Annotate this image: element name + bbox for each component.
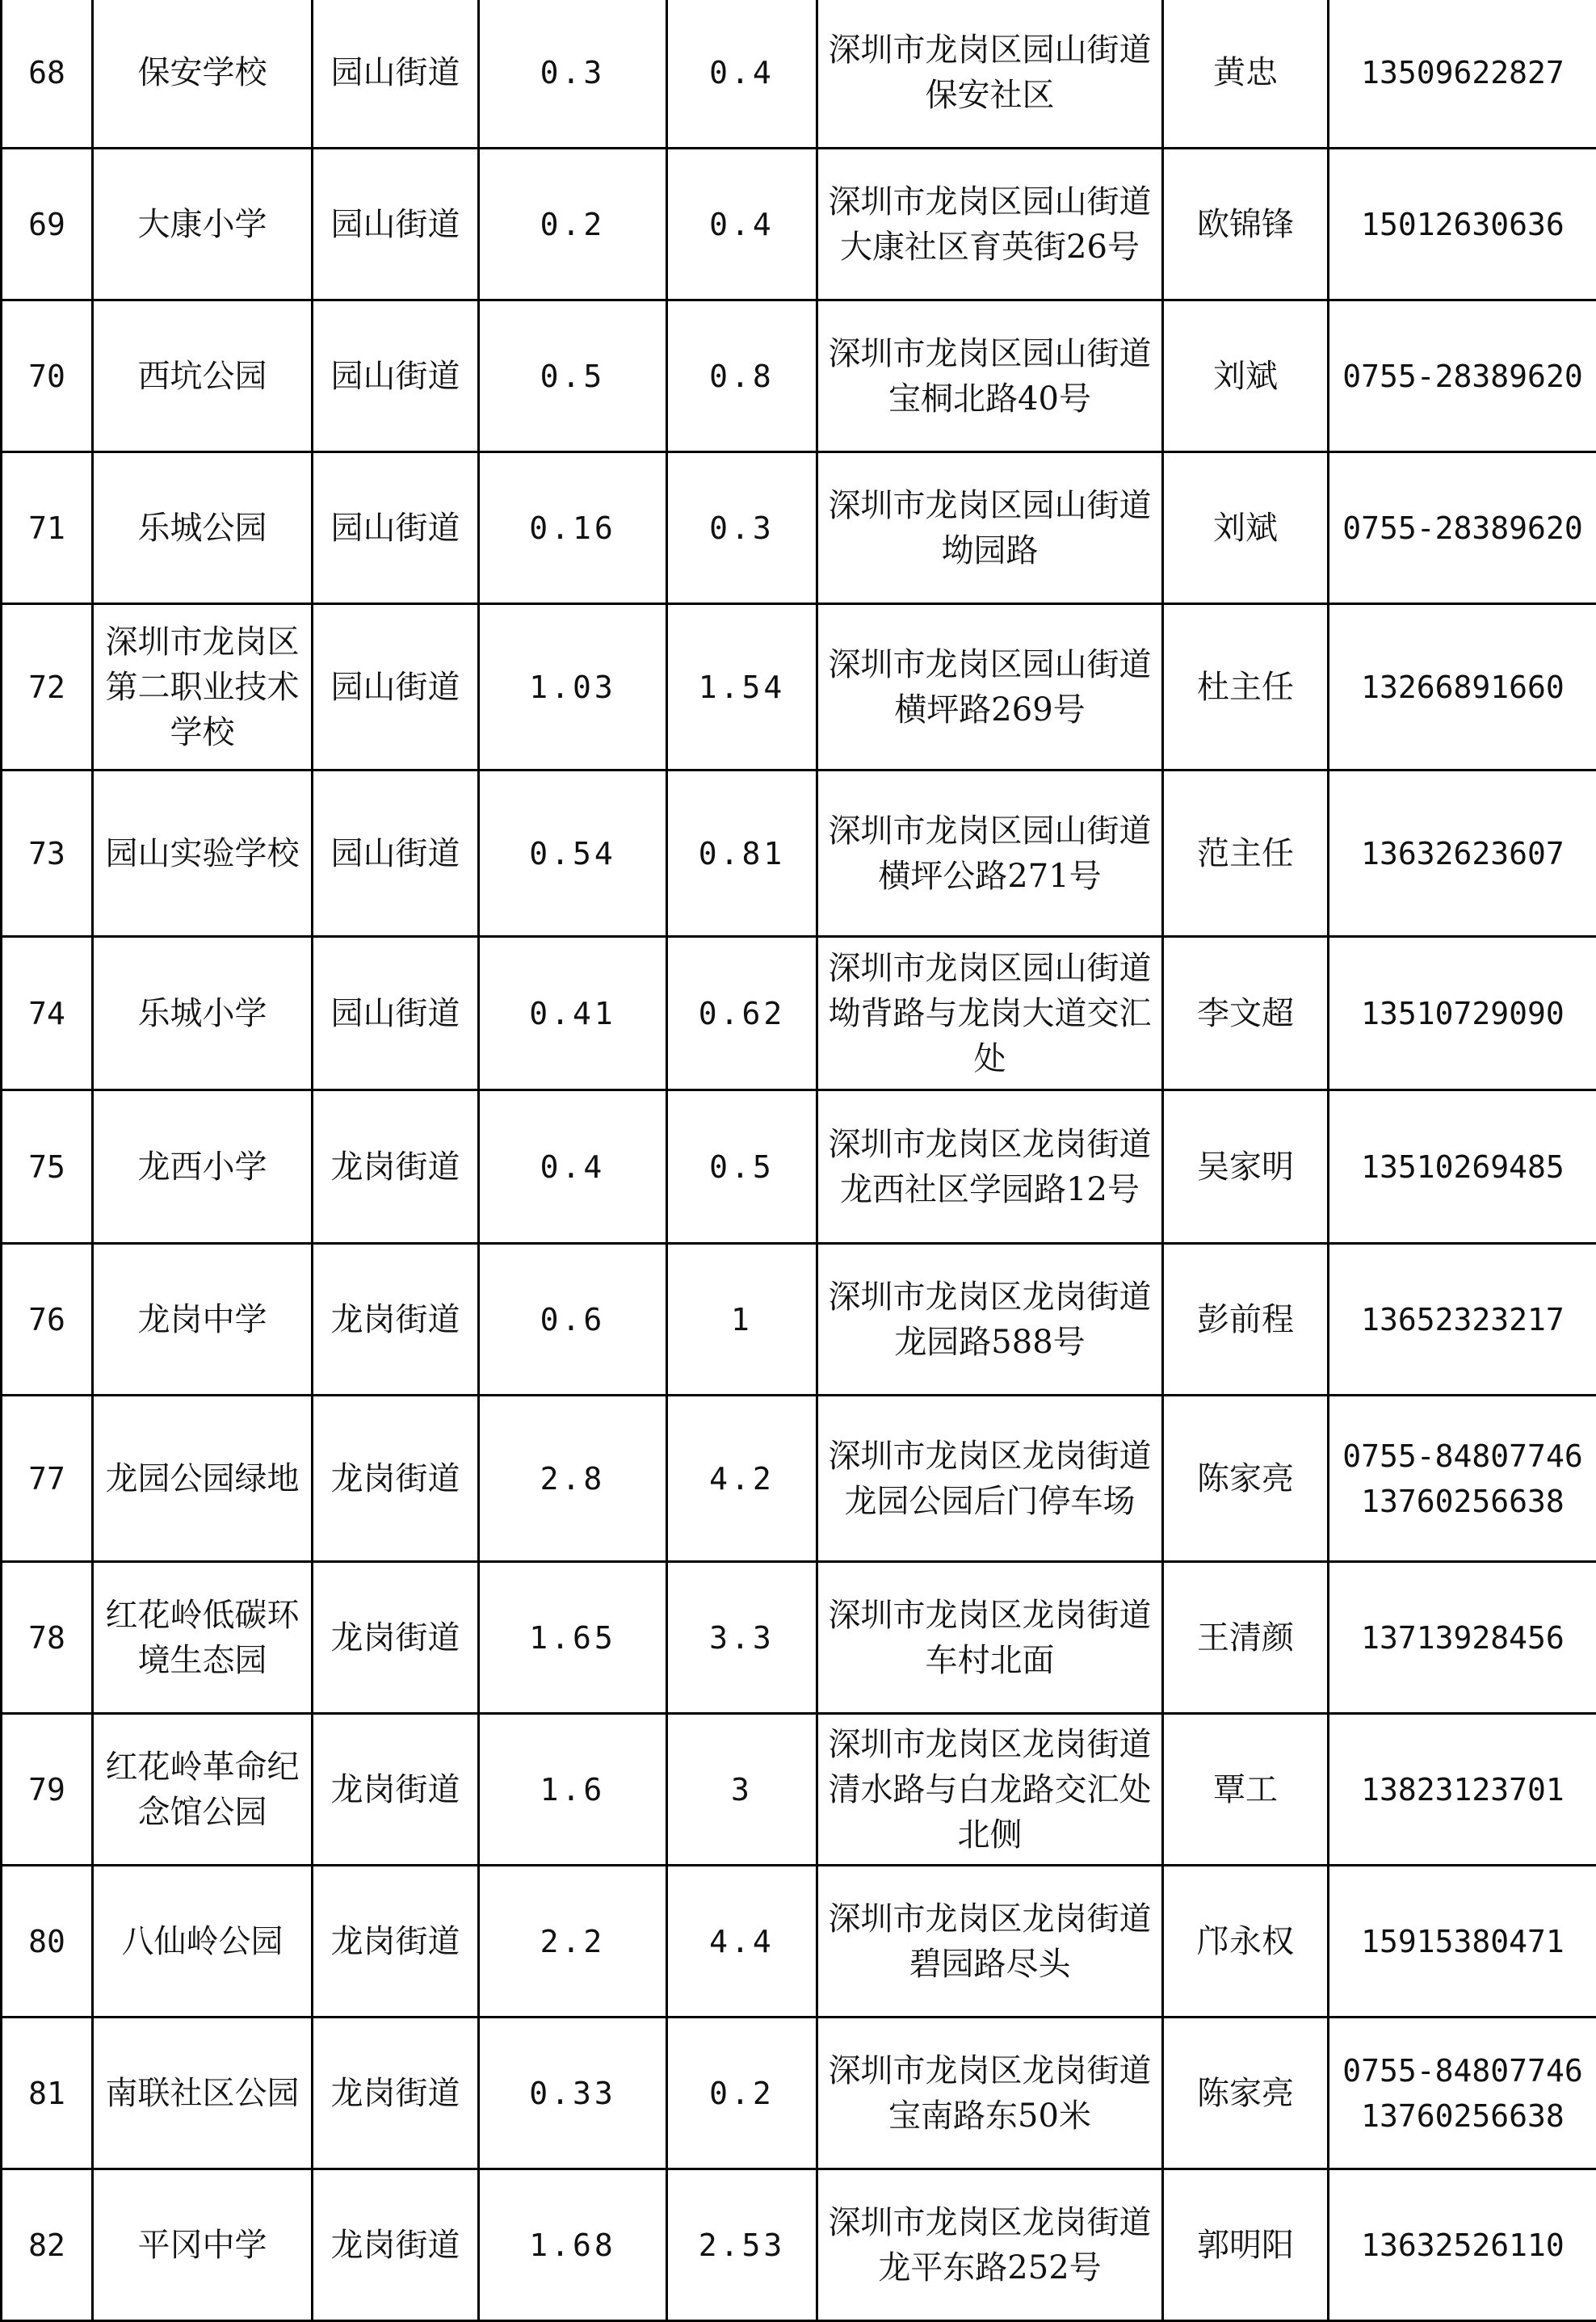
street-cell: 园山街道 — [313, 604, 479, 771]
area-b-cell: 1.54 — [667, 604, 817, 771]
contact-person-cell: 吴家明 — [1163, 1090, 1329, 1244]
phone-line: 0755-84807746 — [1334, 2048, 1591, 2093]
street-cell: 园山街道 — [313, 0, 479, 149]
phone-cell: 13823123701 — [1329, 1714, 1596, 1866]
contact-person-cell: 陈家亮 — [1163, 1396, 1329, 1562]
address-cell: 深圳市龙岗区园山街道横坪公路271号 — [817, 771, 1163, 937]
area-a-cell: 1.65 — [479, 1562, 667, 1714]
area-b-cell: 2.53 — [667, 2169, 817, 2321]
table-row — [2, 1866, 1596, 2018]
area-a-cell: 0.16 — [479, 452, 667, 604]
table-row — [2, 452, 1596, 604]
area-b-cell: 0.4 — [667, 0, 817, 149]
street-cell: 园山街道 — [313, 452, 479, 604]
street-cell: 龙岗街道 — [313, 1396, 479, 1562]
phone-cell: 0755-28389620 — [1329, 452, 1596, 604]
area-a-cell: 1.6 — [479, 1714, 667, 1866]
address-cell: 深圳市龙岗区龙岗街道碧园路尽头 — [817, 1866, 1163, 2018]
address-cell: 深圳市龙岗区龙岗街道车村北面 — [817, 1562, 1163, 1714]
phone-cell: 13266891660 — [1329, 604, 1596, 771]
site-name-cell: 龙园公园绿地 — [93, 1396, 313, 1562]
phone-cell: 0755-28389620 — [1329, 300, 1596, 452]
address-cell: 深圳市龙岗区园山街道大康社区育英街26号 — [817, 149, 1163, 300]
street-cell: 龙岗街道 — [313, 2018, 479, 2169]
address-cell: 深圳市龙岗区园山街道保安社区 — [817, 0, 1163, 149]
phone-line: 13760256638 — [1334, 2093, 1591, 2139]
area-b-cell: 0.2 — [667, 2018, 817, 2169]
row-number-cell: 77 — [2, 1396, 93, 1562]
site-name-cell: 龙西小学 — [93, 1090, 313, 1244]
row-number-cell: 70 — [2, 300, 93, 452]
contact-person-cell: 刘斌 — [1163, 452, 1329, 604]
address-cell: 深圳市龙岗区园山街道坳园路 — [817, 452, 1163, 604]
row-number-cell: 79 — [2, 1714, 93, 1866]
row-number-cell: 69 — [2, 149, 93, 300]
phone-cell: 13713928456 — [1329, 1562, 1596, 1714]
row-number-cell: 80 — [2, 1866, 93, 2018]
area-a-cell: 1.68 — [479, 2169, 667, 2321]
street-cell: 龙岗街道 — [313, 1562, 479, 1714]
contact-person-cell: 覃工 — [1163, 1714, 1329, 1866]
area-b-cell: 0.4 — [667, 149, 817, 300]
contact-person-cell: 范主任 — [1163, 771, 1329, 937]
phone-cell: 13510269485 — [1329, 1090, 1596, 1244]
address-cell: 深圳市龙岗区龙岗街道龙平东路252号 — [817, 2169, 1163, 2321]
table-row — [2, 2169, 1596, 2321]
area-a-cell: 0.6 — [479, 1244, 667, 1396]
table-body — [2, 0, 1596, 2321]
site-name-cell: 红花岭低碳环境生态园 — [93, 1562, 313, 1714]
area-b-cell: 0.81 — [667, 771, 817, 937]
row-number-cell: 71 — [2, 452, 93, 604]
address-cell: 深圳市龙岗区龙岗街道龙园路588号 — [817, 1244, 1163, 1396]
street-cell: 龙岗街道 — [313, 1866, 479, 2018]
phone-line: 0755-84807746 — [1334, 1434, 1591, 1479]
site-name-cell: 深圳市龙岗区第二职业技术学校 — [93, 604, 313, 771]
area-b-cell: 3 — [667, 1714, 817, 1866]
street-cell: 园山街道 — [313, 937, 479, 1090]
contact-person-cell: 李文超 — [1163, 937, 1329, 1090]
contact-person-cell: 彭前程 — [1163, 1244, 1329, 1396]
phone-line: 13760256638 — [1334, 1479, 1591, 1524]
area-a-cell: 0.5 — [479, 300, 667, 452]
table-row — [2, 0, 1596, 149]
area-a-cell: 0.54 — [479, 771, 667, 937]
table-row — [2, 1244, 1596, 1396]
street-cell: 龙岗街道 — [313, 1714, 479, 1866]
area-a-cell: 0.3 — [479, 0, 667, 149]
address-cell: 深圳市龙岗区龙岗街道龙西社区学园路12号 — [817, 1090, 1163, 1244]
site-name-cell: 乐城小学 — [93, 937, 313, 1090]
phone-cell — [1329, 2018, 1596, 2169]
street-cell: 园山街道 — [313, 300, 479, 452]
contact-person-cell: 邝永权 — [1163, 1866, 1329, 2018]
row-number-cell: 75 — [2, 1090, 93, 1244]
table-row — [2, 300, 1596, 452]
phone-cell: 13652323217 — [1329, 1244, 1596, 1396]
contact-person-cell: 王清颜 — [1163, 1562, 1329, 1714]
table-row — [2, 937, 1596, 1090]
contact-person-cell: 欧锦锋 — [1163, 149, 1329, 300]
area-b-cell: 4.2 — [667, 1396, 817, 1562]
site-name-cell: 红花岭革命纪念馆公园 — [93, 1714, 313, 1866]
area-b-cell: 3.3 — [667, 1562, 817, 1714]
contact-person-cell: 刘斌 — [1163, 300, 1329, 452]
table-row — [2, 604, 1596, 771]
row-number-cell: 68 — [2, 0, 93, 149]
table-row — [2, 1714, 1596, 1866]
area-a-cell: 0.33 — [479, 2018, 667, 2169]
site-name-cell: 八仙岭公园 — [93, 1866, 313, 2018]
phone-cell: 15012630636 — [1329, 149, 1596, 300]
area-a-cell: 2.2 — [479, 1866, 667, 2018]
phone-cell: 13509622827 — [1329, 0, 1596, 149]
area-a-cell: 0.41 — [479, 937, 667, 1090]
phone-cell: 13632526110 — [1329, 2169, 1596, 2321]
area-a-cell: 0.2 — [479, 149, 667, 300]
phone-cell — [1329, 1396, 1596, 1562]
phone-cell: 15915380471 — [1329, 1866, 1596, 2018]
address-cell: 深圳市龙岗区龙岗街道清水路与白龙路交汇处北侧 — [817, 1714, 1163, 1866]
row-number-cell: 72 — [2, 604, 93, 771]
area-a-cell: 0.4 — [479, 1090, 667, 1244]
table-row — [2, 1396, 1596, 1562]
site-name-cell: 保安学校 — [93, 0, 313, 149]
row-number-cell: 82 — [2, 2169, 93, 2321]
row-number-cell: 74 — [2, 937, 93, 1090]
table-row — [2, 771, 1596, 937]
area-b-cell: 0.3 — [667, 452, 817, 604]
address-cell: 深圳市龙岗区龙岗街道龙园公园后门停车场 — [817, 1396, 1163, 1562]
area-b-cell: 0.8 — [667, 300, 817, 452]
site-name-cell: 平冈中学 — [93, 2169, 313, 2321]
site-name-cell: 园山实验学校 — [93, 771, 313, 937]
area-b-cell: 1 — [667, 1244, 817, 1396]
row-number-cell: 76 — [2, 1244, 93, 1396]
table-row — [2, 149, 1596, 300]
contact-person-cell: 黄忠 — [1163, 0, 1329, 149]
contact-person-cell: 陈家亮 — [1163, 2018, 1329, 2169]
phone-cell: 13510729090 — [1329, 937, 1596, 1090]
phone-cell: 13632623607 — [1329, 771, 1596, 937]
row-number-cell: 81 — [2, 2018, 93, 2169]
table-row — [2, 1562, 1596, 1714]
row-number-cell: 73 — [2, 771, 93, 937]
row-number-cell: 78 — [2, 1562, 93, 1714]
area-b-cell: 4.4 — [667, 1866, 817, 2018]
address-cell: 深圳市龙岗区园山街道宝桐北路40号 — [817, 300, 1163, 452]
site-name-cell: 大康小学 — [93, 149, 313, 300]
address-cell: 深圳市龙岗区园山街道横坪路269号 — [817, 604, 1163, 771]
street-cell: 园山街道 — [313, 771, 479, 937]
area-b-cell: 0.5 — [667, 1090, 817, 1244]
contact-person-cell: 杜主任 — [1163, 604, 1329, 771]
address-cell: 深圳市龙岗区龙岗街道宝南路东50米 — [817, 2018, 1163, 2169]
street-cell: 龙岗街道 — [313, 2169, 479, 2321]
table-row — [2, 1090, 1596, 1244]
site-name-cell: 龙岗中学 — [93, 1244, 313, 1396]
area-a-cell: 2.8 — [479, 1396, 667, 1562]
street-cell: 龙岗街道 — [313, 1244, 479, 1396]
area-a-cell: 1.03 — [479, 604, 667, 771]
area-b-cell: 0.62 — [667, 937, 817, 1090]
street-cell: 园山街道 — [313, 149, 479, 300]
contact-person-cell: 郭明阳 — [1163, 2169, 1329, 2321]
street-cell: 龙岗街道 — [313, 1090, 479, 1244]
site-name-cell: 乐城公园 — [93, 452, 313, 604]
table-row — [2, 2018, 1596, 2169]
address-cell: 深圳市龙岗区园山街道坳背路与龙岗大道交汇处 — [817, 937, 1163, 1090]
site-name-cell: 西坑公园 — [93, 300, 313, 452]
site-name-cell: 南联社区公园 — [93, 2018, 313, 2169]
